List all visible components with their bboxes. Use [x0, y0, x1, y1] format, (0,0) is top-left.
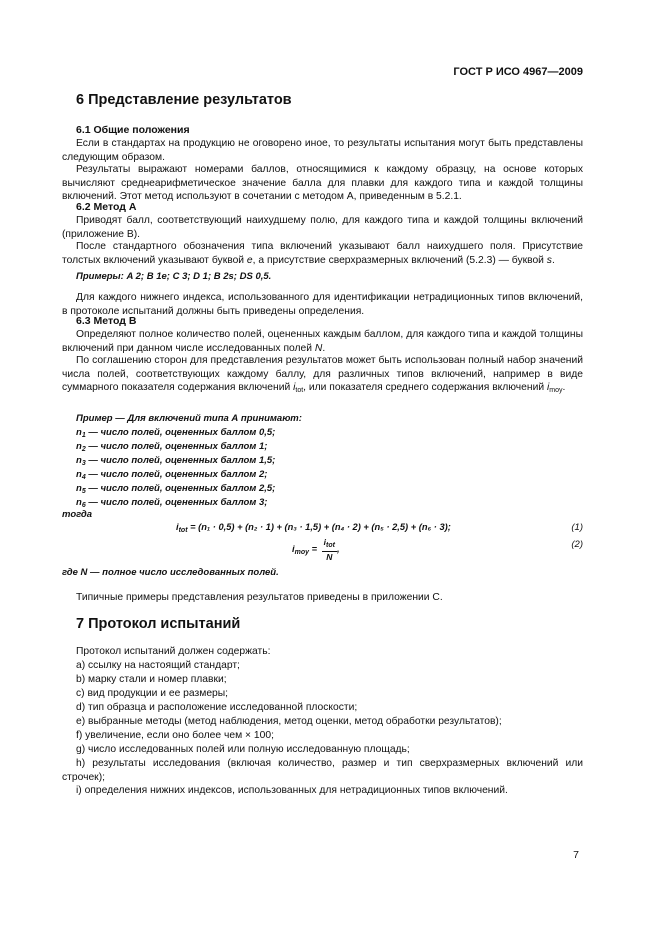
subsection-6-2-title: 6.2 Метод А [76, 201, 137, 213]
section-7-title: 7 Протокол испытаний [76, 616, 241, 632]
example-line: $n_1$ — число полей, оцененных баллом 0,5; [76, 427, 276, 439]
examples-line: Примеры: A 2; B 1e; C 3; D 1; B 2s; DS 0,5. [76, 271, 272, 282]
paragraph-6-1-2: Результаты выражают номерами баллов, относящимися к каждому образцу, на основе которых вычисляют среднеарифметическое значение балла для плавки для каждого типа и каждой толщины включений. Этот метод используют в сочетании с методом А, приведенным в 5.2.1. [62, 164, 583, 202]
list-item: g) число исследованных полей или полную исследованную площадь; [76, 744, 410, 755]
example-line: $n_2$ — число полей, оцененных баллом 1; [76, 441, 268, 453]
list-item: f) увеличение, если оно более чем × 100; [76, 730, 274, 741]
paragraph-6-2-1: Приводят балл, соответствующий наихудшему полю, для каждого типа и каждой толщины включений (приложение В). [62, 215, 583, 240]
list-item: i) определения нижних индексов, использованных для нетрадиционных типов включений. [76, 785, 508, 796]
subsection-6-1-title: 6.1 Общие положения [76, 124, 190, 136]
example-line: $n_6$ — число полей, оцененных баллом 3; [76, 497, 268, 509]
then-word: тогда [62, 509, 92, 520]
typical-examples-line: Типичные примеры представления результатов приведены в приложении С. [76, 592, 443, 603]
formula-1: $i_{tot} = (n_1 \cdot 0,5) + (n_2 \cdot 1) + (n_3 \cdot 1,5) + (n_4 \cdot 2) + (n_5 \cdot 2,5) + (n_6 \cdot 3)$; [176, 522, 451, 534]
list-item: h) результаты исследования (включая количество, размер и тип сверхразмерных включений или строчек); [62, 758, 583, 783]
example-line: $n_4$ — число полей, оцененных баллом 2; [76, 469, 268, 481]
section-6-title: 6 Представление результатов [76, 92, 292, 108]
list-item: a) ссылку на настоящий стандарт; [76, 660, 240, 671]
equation-number-2: (2) [571, 539, 583, 550]
list-item: d) тип образца и расположение исследованной плоскости; [76, 702, 358, 713]
paragraph-6-2-3: Для каждого нижнего индекса, использованного для идентификации нетрадиционных типов включений, в протоколе испытаний должны быть приведены определения. [62, 292, 583, 317]
where-line: где N — полное число исследованных полей. [62, 567, 279, 578]
subsection-6-3-title: 6.3 Метод В [76, 315, 137, 327]
document-id: ГОСТ Р ИСО 4967—2009 [453, 66, 583, 78]
list-item: b) марку стали и номер плавки; [76, 674, 227, 685]
equation-number-1: (1) [571, 522, 583, 533]
paragraph-6-2-2: После стандартного обозначения типа включений указывают балл наихудшего поля. Присутствие толстых включений указывают буквой е, а присутствие сверхразмерных включений (5.2.3) — буквой s. [62, 241, 583, 266]
page-number: 7 [573, 849, 579, 861]
paragraph-6-1-1: Если в стандартах на продукцию не оговорено иное, то результаты испытания могут быть представлены следующим образом. [62, 138, 583, 163]
protocol-intro: Протокол испытаний должен содержать: [76, 646, 271, 657]
example-title: Пример — Для включений типа А принимают: [76, 413, 302, 424]
formula-2: $i_{moy}$ = $\frac{i_{tot}}{N}$ , [292, 537, 340, 562]
list-item: e) выбранные методы (метод наблюдения, метод оценки, метод обработки результатов); [76, 716, 502, 727]
paragraph-6-3-1: Определяют полное количество полей, оцененных каждым баллом, для каждого типа и каждой толщины включений при данном числе исследованных полей N. [62, 329, 583, 354]
paragraph-6-3-2: По соглашению сторон для представления результатов может быть использован полный набор значений числа полей, соответствующих каждому баллу, для различных типов включений, например в виде суммарного показателя содержания включений $i_{tot}$, или показателя среднего содержания включений $i_{moy}$. [62, 355, 583, 394]
example-line: $n_3$ — число полей, оцененных баллом 1,5; [76, 455, 276, 467]
example-line: $n_5$ — число полей, оцененных баллом 2,5; [76, 483, 276, 495]
list-item: c) вид продукции и ее размеры; [76, 688, 229, 699]
